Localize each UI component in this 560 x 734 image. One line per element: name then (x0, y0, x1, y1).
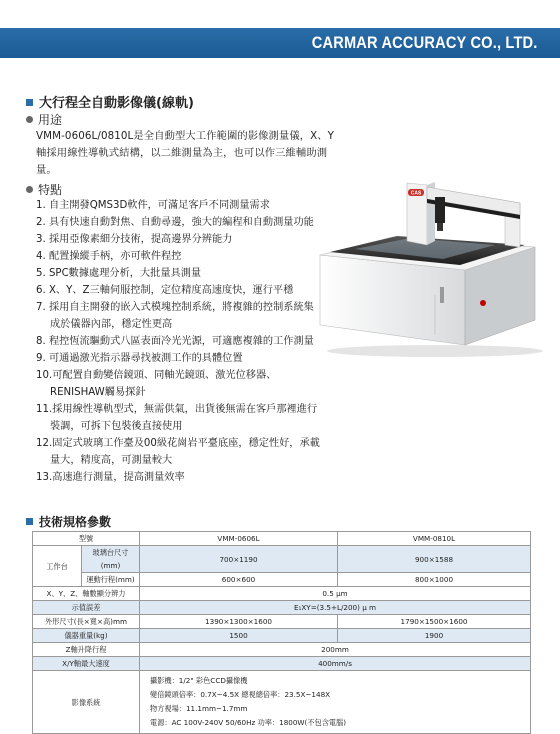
specs-heading: 技術規格參數 (39, 515, 112, 529)
table-cell: X、Y、Z、軸數顯分辨力 (33, 587, 140, 601)
table-cell: 影像系統 (33, 671, 140, 734)
table-cell: 示值誤差 (33, 601, 140, 615)
table-cell: Z軸升降行程 (33, 643, 140, 657)
table-row (33, 587, 531, 601)
feature-item: 7. 採用自主開發的嵌入式模塊控制系統，將複雜的控制系統集 成於儀器內部，穩定性更高 (36, 302, 314, 330)
machine-logo: CAS (410, 190, 422, 197)
table-cell: 700×1190 (140, 546, 338, 573)
machine-illustration (315, 175, 545, 360)
features-heading-row (26, 181, 62, 198)
feature-item: 9. 可通過激光指示器尋找被測工作的具體位置 (36, 353, 243, 364)
vision-line: 電源：AC 100V-240V 50/60Hz 功率：1800W(不包含電腦) (150, 718, 347, 727)
table-cell: 400mm/s (140, 657, 531, 671)
table-cell: X/Y軸最大速度 (33, 657, 140, 671)
table-row (33, 657, 531, 671)
header-banner (0, 28, 560, 58)
company-name: CARMAR ACCURACY CO., LTD. (312, 33, 538, 52)
feature-item: 6. X、Y、Z三軸伺服控制，定位精度高速度快，運行平穩 (36, 285, 294, 296)
table-cell: 外形尺寸(長×寬×高)mm (33, 615, 140, 629)
table-cell: 1390×1300×1600 (140, 615, 338, 629)
features-heading: 特點 (38, 183, 63, 197)
table-row (33, 546, 531, 573)
table-cell: 儀器重量(kg) (33, 629, 140, 643)
table-cell: 600×600 (140, 573, 338, 587)
usage-line: 量。 (36, 164, 57, 176)
table-cell: VMM-0606L (140, 532, 338, 546)
feature-item: 13.高速進行測量，提高測量效率 (36, 472, 185, 483)
table-row (33, 643, 531, 657)
features-list (36, 197, 346, 486)
table-cell: 200mm (140, 643, 531, 657)
feature-item: 5. SPC數據處理分析，大批量具測量 (36, 268, 202, 279)
square-bullet-icon (26, 518, 33, 525)
table-row (33, 615, 531, 629)
vision-line: 物方視場：11.1mm~1.7mm (150, 704, 248, 713)
table-cell: 1900 (338, 629, 531, 643)
table-row (33, 629, 531, 643)
usage-heading-row (26, 111, 62, 128)
product-title: 大行程全自動影像儀(線軌) (39, 96, 194, 111)
table-cell: E₁XY=(3.5+L/200) μ m (140, 601, 531, 615)
table-cell: 玻璃台尺寸(mm) (82, 546, 140, 573)
feature-item: 4. 配置操縱手柄，亦可軟件程控 (36, 251, 182, 262)
feature-item: 12.固定式玻璃工作臺及00級花崗岩平臺底座，穩定性好，承載 量大，精度高，可測量較大 (36, 438, 320, 466)
usage-line: 軸採用線性導軌式結構，以二維測量為主，也可以作三維輔助測 (36, 147, 328, 159)
table-row (33, 573, 531, 587)
vision-line: 變倍鏡頭倍率：0.7X~4.5X 總視總倍率：23.5X~148X (150, 690, 331, 699)
spec-table (32, 531, 531, 734)
table-cell: 1790×1500×1600 (338, 615, 531, 629)
table-cell: 900×1588 (338, 546, 531, 573)
circle-bullet-icon (26, 116, 33, 123)
product-title-row (26, 92, 194, 111)
vision-cell (140, 671, 531, 734)
table-cell: 0.5 μm (140, 587, 531, 601)
feature-item: 2. 具有快速自動對焦、自動尋邊，強大的編程和自動測量功能 (36, 217, 314, 228)
feature-item: 10.可配置自動變倍鏡頭、同軸光鏡頭、激光位移器、 RENISHAW觸易探針 (36, 370, 277, 398)
table-cell: 型號 (33, 532, 140, 546)
feature-item: 3. 採用亞像素細分技術，提高邊界分辨能力 (36, 234, 233, 245)
circle-bullet-icon (26, 186, 33, 193)
square-bullet-icon (26, 99, 33, 106)
table-row (33, 532, 531, 546)
table-row (33, 671, 531, 734)
specs-title-row (26, 513, 111, 530)
table-row (33, 601, 531, 615)
table-cell: 運動行程(mm) (82, 573, 140, 587)
usage-line: VMM-0606L/0810L是全自動型大工作範圍的影像測量儀，X、Y (36, 130, 335, 142)
usage-paragraph (36, 128, 336, 179)
feature-item: 11.採用線性導軌型式，無需供氣，出貨後無需在客戶那裡進行 裝調，可拆下包裝後直接使用 (36, 404, 318, 432)
feature-item: 1. 自主開發QMS3D軟件，可滿足客戶不同測量需求 (36, 200, 270, 211)
vision-line: 攝影機：1/2" 彩色CCD攝像機 (150, 676, 248, 685)
table-cell: 工作台 (33, 546, 82, 587)
table-cell: VMM-0810L (338, 532, 531, 546)
table-cell: 1500 (140, 629, 338, 643)
usage-heading: 用途 (38, 113, 63, 127)
feature-item: 8. 程控恆流驅動式八區表面冷光光源，可適應複雜的工作測量 (36, 336, 314, 347)
table-cell: 800×1000 (338, 573, 531, 587)
